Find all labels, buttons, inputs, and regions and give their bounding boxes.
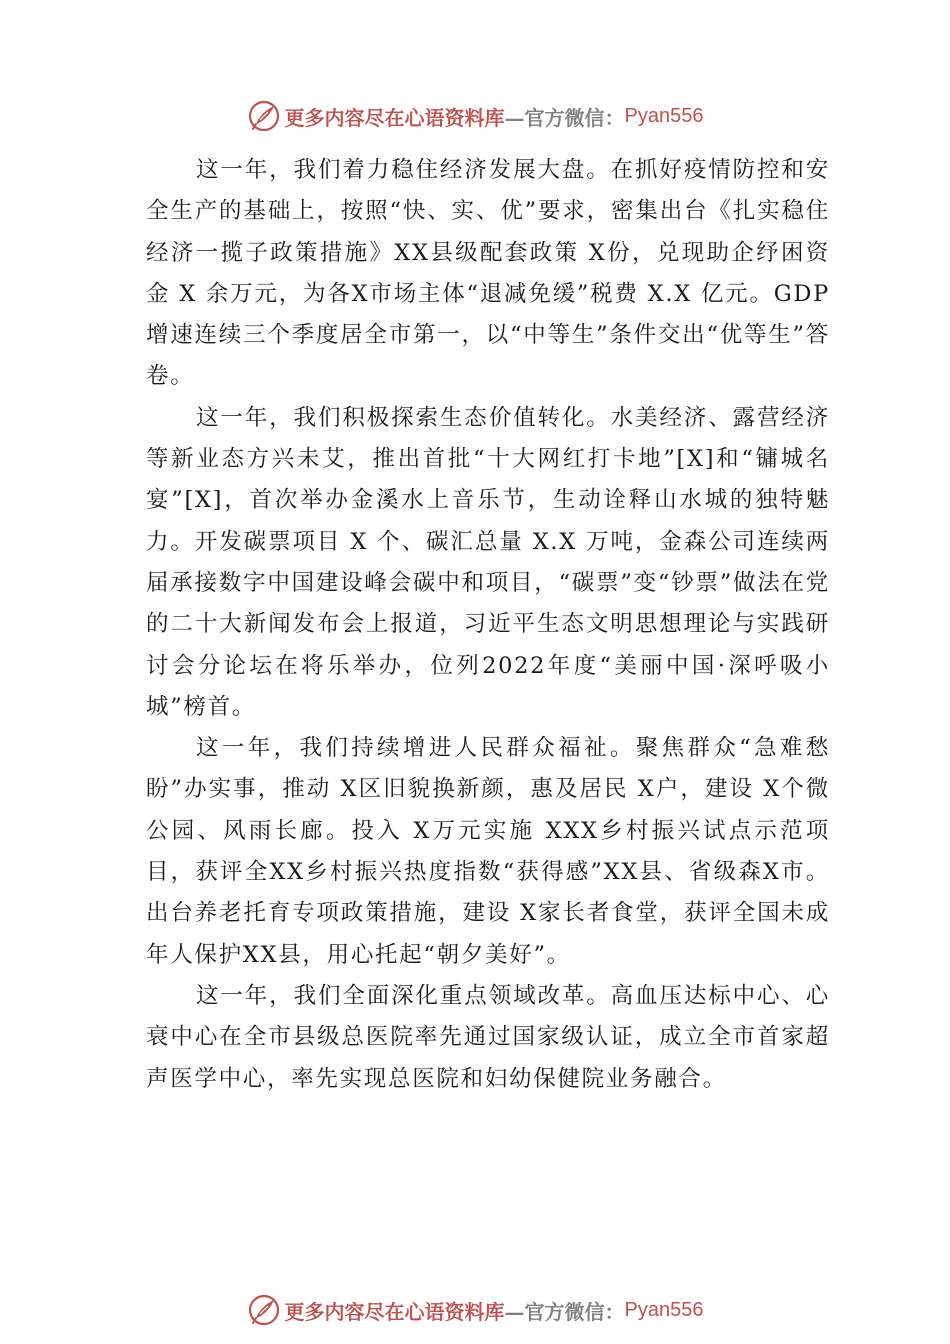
quill-logo-icon bbox=[247, 1293, 281, 1327]
footer-banner bbox=[0, 1290, 950, 1330]
header-banner-wechat-label: —官方微信： bbox=[504, 105, 625, 130]
paragraph-economy: 这一年，我们着力稳住经济发展大盘。在抓好疫情防控和安全生产的基础上，按照“快、实、优”要求，密集出台《扎实稳住经济一揽子政策措施》XX县级配套政策 X份，兑现助企纾困资金 X 余万元，为各X市场主体“退减免缓”税费 X.X 亿元。GDP 增速连续三个季度居全市第一，以“中等生”条件交出“优等生”答卷。 bbox=[146, 157, 830, 390]
footer-banner-wechat-label: —官方微信： bbox=[504, 1299, 625, 1324]
header-banner bbox=[0, 96, 950, 136]
header-banner-account-id: Pyan556 bbox=[624, 104, 704, 127]
document-body bbox=[146, 150, 830, 1100]
quill-logo-icon bbox=[247, 99, 281, 133]
paragraph-reform: 这一年，我们全面深化重点领域改革。高血压达标中心、心衰中心在全市县级总医院率先通过国家级认证，成立全市首家超声医学中心，率先实现总医院和妇幼保健院业务融合。 bbox=[146, 982, 830, 1092]
paragraph-welfare: 这一年，我们持续增进人民群众福祉。聚焦群众“急难愁盼”办实事，推动 X区旧貌换新颜，惠及居民 X户，建设 X个微公园、风雨长廊。投入 X万元实施 XXX乡村振兴试点示范项目，获评全XX乡村振兴热度指数“获得感”XX县、省级森X市。出台养老托育专项政策措施，建设 X家长者食堂，获评全国未成年人保护XX县，用心托起“朝夕美好”。 bbox=[146, 735, 830, 968]
header-banner-title: 更多内容尽在心语资料库 bbox=[284, 105, 505, 130]
paragraph-ecology: 这一年，我们积极探索生态价值转化。水美经济、露营经济等新业态方兴未艾，推出首批“十大网红打卡地”[X]和“镛城名宴”[X]，首次举办金溪水上音乐节，生动诠释山水城的独特魅力。开发碳票项目 X 个、碳汇总量 X.X 万吨，金森公司连续两届承接数字中国建设峰会碳中和项目，“碳票”变“钞票”做法在党的二十大新闻发布会上报道，习近平生态文明思想理论与实践研讨会分论坛在将乐举办，位列2022年度“美丽中国·深呼吸小城”榜首。 bbox=[146, 404, 830, 720]
footer-banner-account-id: Pyan556 bbox=[624, 1298, 704, 1321]
footer-banner-title: 更多内容尽在心语资料库 bbox=[284, 1299, 505, 1324]
